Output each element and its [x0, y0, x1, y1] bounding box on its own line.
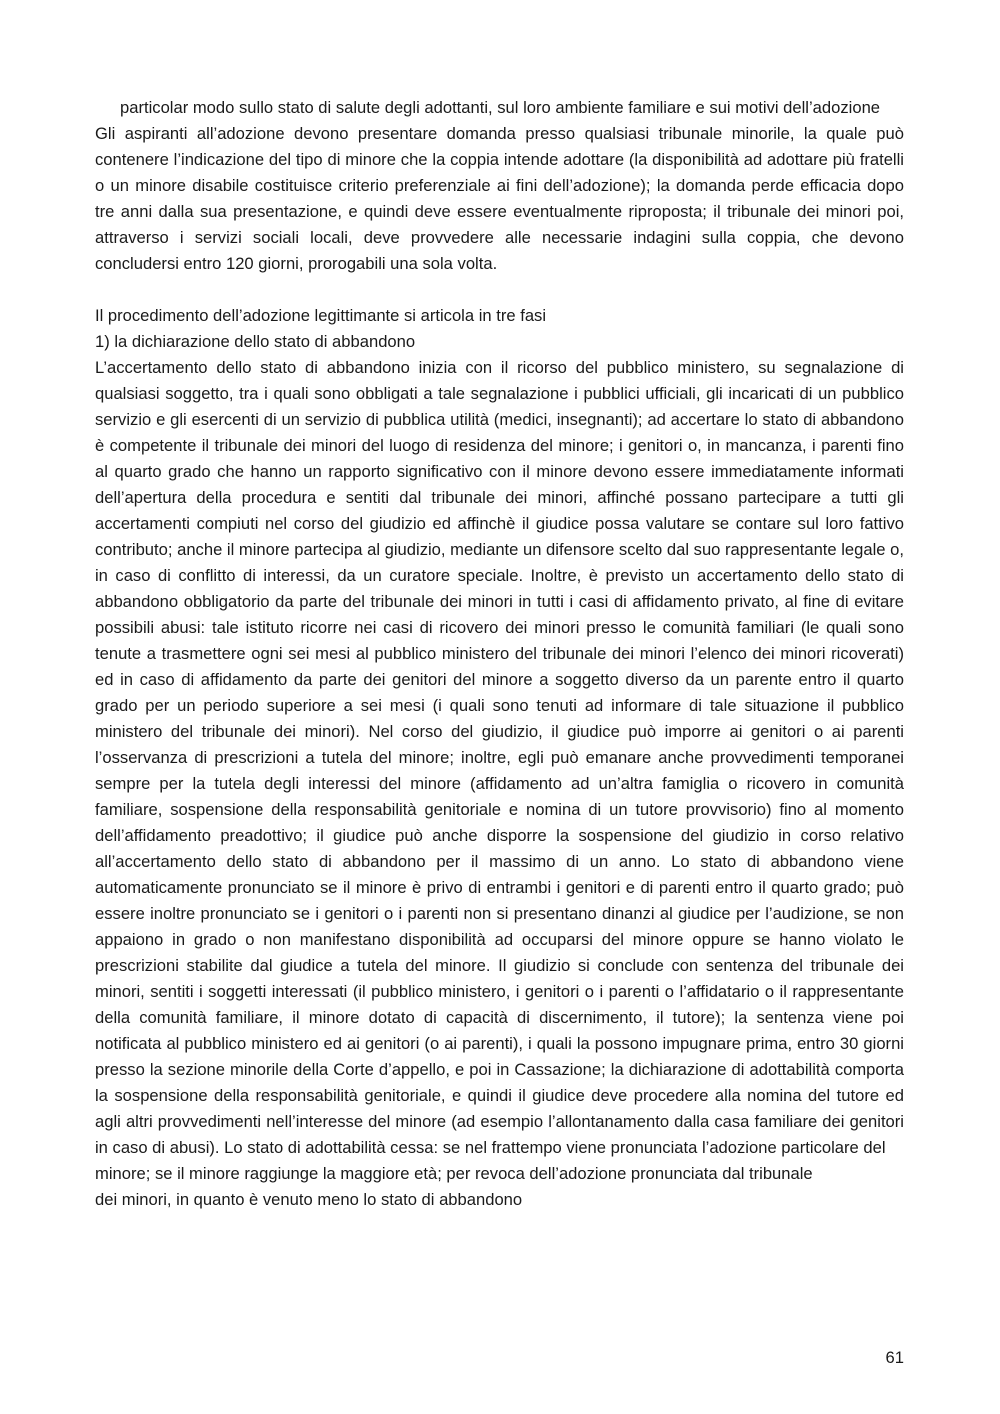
phase-one-heading: 1) la dichiarazione dello stato di abbandono: [95, 332, 416, 351]
document-body: [95, 95, 904, 1213]
abandonment-paragraph: L’accertamento dello stato di abbandono inizia con il ricorso del pubblico ministero, su segnalazione di qualsiasi soggetto, tra i quali sono obbligati a tale segnalazione i pubblici ufficiali, gli incaricati di un pubblico servizio e gli esercenti di un servizio di pubblica utilità (medici, insegnanti); ad accertare lo stato di abbandono è competente il tribunale dei minori del luogo di residenza del minore; i genitori o, in mancanza, i parenti fino al quarto grado che hanno un rapporto significativo con il minore devono essere immediatamente informati dell’apertura della procedura e sentiti dal tribunale dei minori, affinché possano partecipare a tutti gli accertamenti compiuti nel corso del giudizio ed affinchè il giudice possa valutare se contare sul loro fattivo contributo; anche il minore partecipa al giudizio, mediante un difensore scelto dal suo rappresentante legale o, in caso di conflitto di interessi, da un curatore speciale. Inoltre, è previsto un accertamento dello stato di abbandono obbligatorio da parte del tribunale dei minori in tutti i casi di affidamento privato, al fine di evitare possibili abusi: tale istituto ricorre nei casi di ricovero dei minori presso le comunità familiari (le quali sono tenute a trasmettere ogni sei mesi al pubblico ministero del tribunale dei minori l’elenco dei minori ricoverati) ed in caso di affidamento da parte dei genitori del minore a soggetto diverso da un parente entro il quarto grado per un periodo superiore a sei mesi (i quali sono tenuti ad informare di tale situazione il pubblico ministero del tribunale dei minori). Nel corso del giudizio, il giudice può imporre ai genitori o ai parenti l’osservanza di prescrizioni a tutela del minore; inoltre, egli può emanare anche provvedimenti temporanei sempre per la tutela degli interessi del minore (affidamento ad un’altra famiglia o ricovero in comunità familiare, sospensione della responsabilità genitoriale e nomina di un tutore provvisorio) fino al momento dell’affidamento preadottivo; il giudice può anche disporre la sospensione del giudizio in corso relativo all’accertamento dello stato di abbandono per il massimo di un anno. Lo stato di abbandono viene automaticamente pronunciato se il minore è privo di entrambi i genitori e di parenti entro il quarto grado; può essere inoltre pronunciato se i genitori o i parenti non si presentano dinanzi al giudice per l’audizione, se non appaiono in grado o non manifestano disponibilità ad occuparsi del minore oppure se hanno violato le prescrizioni stabilite dal giudice a tutela del minore. Il giudizio si conclude con sentenza del tribunale dei minori, sentiti i soggetti interessati (il pubblico ministero, i genitori o i parenti o l’affidatario o il rappresentante della comunità familiare, il minore dotato di capacità di discernimento, il tutore); la sentenza viene poi notificata al pubblico ministero ed ai genitori (o ai parenti), i quali la possono impugnare prima, entro 30 giorni presso la sezione minorile della Corte d’appello, e poi in Cassazione; la dichiarazione di adottabilità comporta la sospensione della responsabilità genitoriale, e quindi il giudice deve procedere alla nomina del tutore ed agli altri provvedimenti nell’interesse del minore (ad esempio l’allontanamento dalla casa familiare dei genitori in caso di abusi). Lo stato di adottabilità cessa: se nel frattempo viene pronunciata l’adozione particolare del: [95, 358, 904, 1157]
application-paragraph: Gli aspiranti all’adozione devono presentare domanda presso qualsiasi tribunale minorile, la quale può contenere l’indicazione del tipo di minore che la coppia intende adottare (la disponibilità ad adottare più fratelli o un minore disabile costituisce criterio preferenziale ai fini dell’adozione); la domanda perde efficacia dopo tre anni dalla sua presentazione, e quindi deve essere eventualmente riproposta; il tribunale dei minori poi, attraverso i servizi sociali locali, deve provvedere alle necessarie indagini sulla coppia, che devono concludersi entro 120 giorni, prorogabili una sola volta.: [95, 124, 904, 273]
closing-line-2: dei minori, in quanto è venuto meno lo stato di abbandono: [95, 1190, 523, 1209]
closing-line-1: minore; se il minore raggiunge la maggiore età; per revoca dell’adozione pronunciata dal tribunale: [95, 1164, 813, 1183]
page-number: 61: [885, 1348, 904, 1367]
procedure-intro: Il procedimento dell’adozione legittimante si articola in tre fasi: [95, 306, 547, 325]
continuation-paragraph: particolar modo sullo stato di salute degli adottanti, sul loro ambiente familiare e sui motivi dell’adozione: [120, 98, 881, 117]
paragraph-spacer: [95, 277, 904, 303]
